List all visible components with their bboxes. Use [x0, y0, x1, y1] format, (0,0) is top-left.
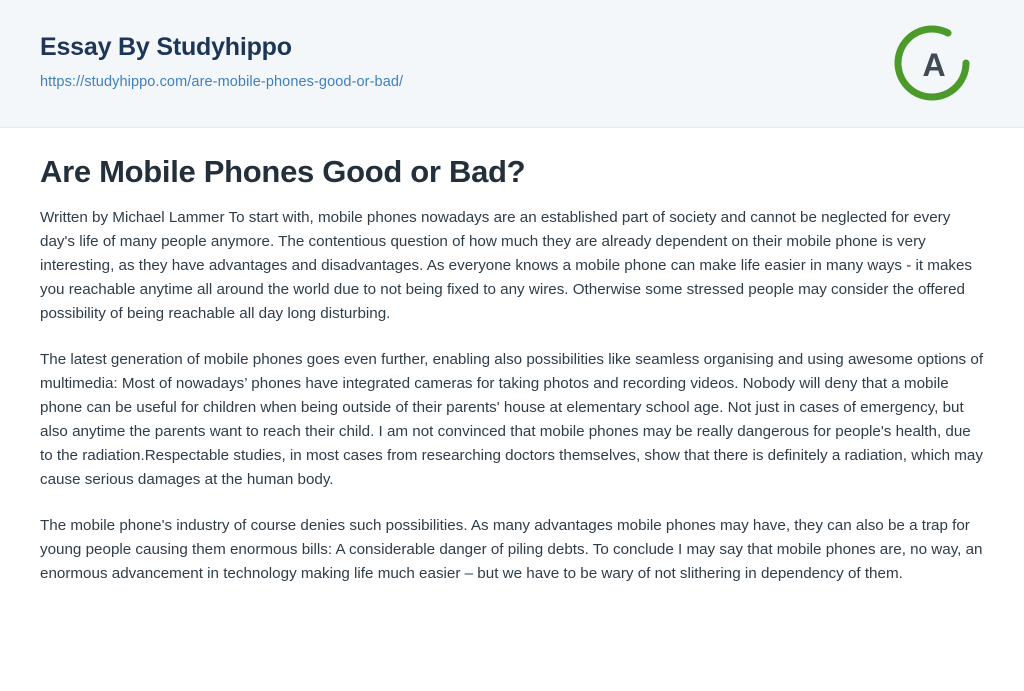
site-header: [0, 0, 1024, 128]
article-paragraph: Written by Michael Lammer To start with, mobile phones nowadays are an established part of society and cannot be neglected for every day's life of many people anymore. The contentious question of how much they are already dependent on their mobile phone is very interesting, as they have advantages and disadvantages. As everyone knows a mobile phone can make life easier in many ways - it makes you reachable anytime all around the world due to not being fixed to any wires. Otherwise some stressed people may consider the offered possibility of being reachable all day long disturbing.: [40, 209, 973, 322]
studyhippo-logo-icon: [894, 22, 976, 104]
article-paragraph: The mobile phone's industry of course denies such possibilities. As many advantages mobile phones may have, they can also be a trap for young people causing them enormous bills: A considerable danger of piling debts. To conclude I may say that mobile phones are, no way, an enormous advancement in technology making life much easier – but we have to be wary of not slithering in dependency of them.: [40, 517, 983, 582]
source-url[interactable]: https://studyhippo.com/are-mobile-phones-good-or-bad/: [40, 74, 404, 90]
brand-title: Essay By Studyhippo: [40, 33, 292, 61]
article-body: [0, 128, 1024, 586]
svg-text:A: A: [922, 47, 946, 83]
page-title: Are Mobile Phones Good or Bad?: [40, 154, 526, 189]
article-paragraph: The latest generation of mobile phones goes even further, enabling also possibilities like seamless organising and using awesome options of multimedia: Most of nowadays’ phones have integrated cameras for taking photos and recording videos. Nobody will deny that a mobile phone can be useful for children when being outside of their parents' house at elementary school age. Not just in cases of emergency, but also anytime the parents want to reach their child. I am not convinced that mobile phones may be really dangerous for people's health, due to the radiation.Respectable studies, in most cases from researching doctors themselves, show that there is definitely a radiation, which may cause serious damages at the human body.: [40, 351, 984, 488]
